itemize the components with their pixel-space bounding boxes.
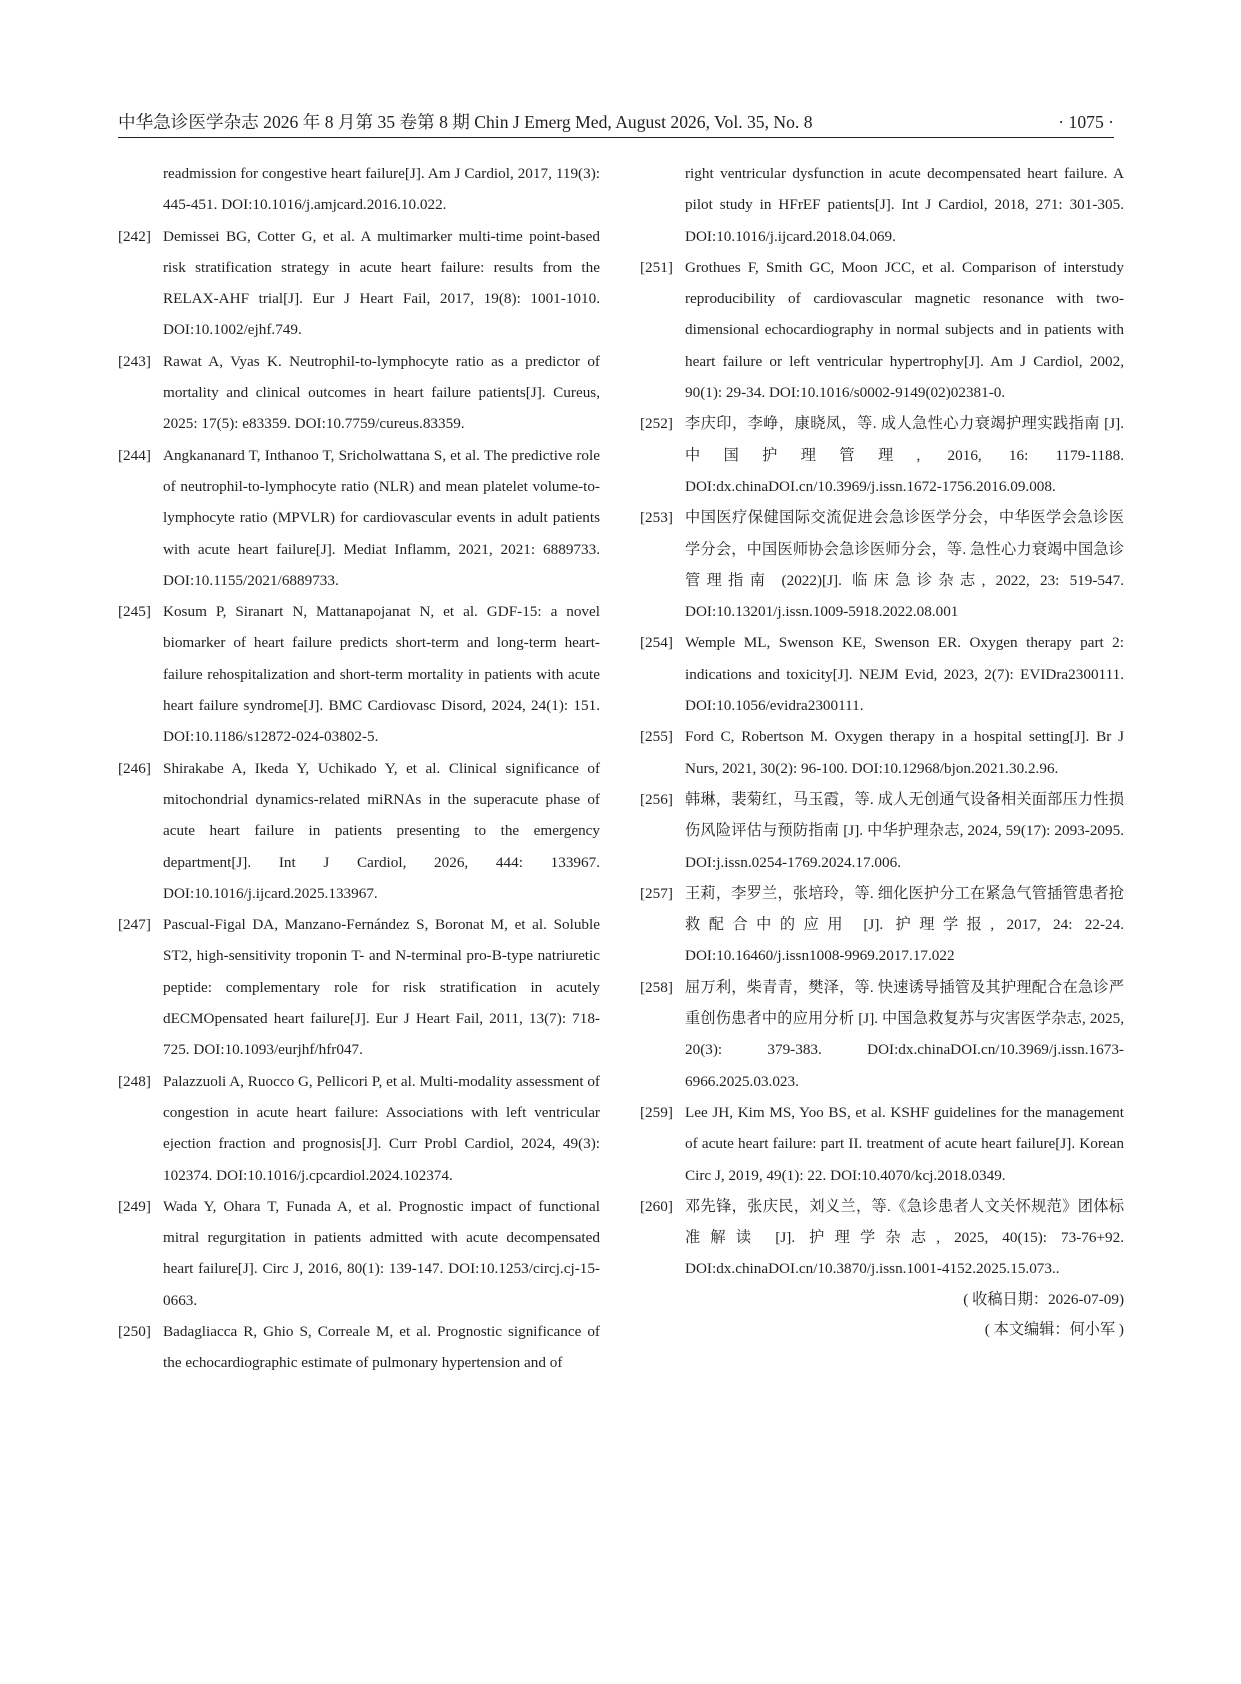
reference-item [118, 596, 600, 752]
reference-number: [250] [118, 1322, 151, 1340]
reference-item [118, 1316, 600, 1379]
reference-number: [247] [118, 916, 151, 934]
reference-item [118, 440, 600, 596]
reference-number: [245] [118, 603, 151, 621]
reference-number: [244] [118, 446, 151, 464]
right-column [640, 158, 1124, 1345]
reference-number: [254] [640, 634, 673, 652]
reference-number: [246] [118, 759, 151, 777]
reference-text: Grothues F, Smith GC, Moon JCC, et al. Comparison of interstudy reproducibility of cardiovascular magnetic resonance with two-dimensional echocardiography in normal subjects and in patients with heart failure or left ventricular hypertrophy[J]. Am J Cardiol, 2002, 90(1): 29-34. DOI:10.1016/s0002-9149(02)02381-0. [685, 258, 1124, 402]
reference-number: [243] [118, 352, 151, 370]
left-column [118, 158, 600, 1379]
received-date: ( 收稿日期：2026-07-09) [963, 1290, 1124, 1308]
reference-text: Rawat A, Vyas K. Neutrophil-to-lymphocyte ratio as a predictor of mortality and clinical outcomes in heart failure patients[J]. Cureus, 2025: 17(5): e83359. DOI:10.7759/cureus.83359. [163, 352, 600, 433]
reference-item [640, 408, 1124, 502]
reference-text: 李庆印，李峥，康晓凤，等. 成人急性心力衰竭护理实践指南 [J]. 中国护理管理, 2016, 16: 1179-1188. DOI:dx.chinaDOI.cn/10.3969/j.issn.1672-1756.2016.09.008. [685, 415, 1124, 495]
reference-text: Wada Y, Ohara T, Funada A, et al. Prognostic impact of functional mitral regurgitation in patients admitted with acute decompensated heart failure[J]. Circ J, 2016, 80(1): 139-147. DOI:10.1253/circj.cj-15-0663. [163, 1197, 600, 1309]
editor-note: ( 本文编辑：何小军 ) [984, 1320, 1124, 1338]
reference-item [640, 784, 1124, 878]
reference-text: readmission for congestive heart failure[J]. Am J Cardiol, 2017, 119(3): 445-451. DOI:10.1016/j.amjcard.2016.10.022. [163, 165, 600, 214]
reference-item [640, 502, 1124, 627]
reference-number: [258] [640, 978, 673, 996]
reference-text: 屈万利，柴青青，樊泽，等. 快速诱导插管及其护理配合在急诊严重创伤患者中的应用分析 [J]. 中国急救复苏与灾害医学杂志, 2025, 20(3): 379-383. DOI:dx.chinaDOI.cn/10.3969/j.issn.1673-6966.2025.03.023. [685, 978, 1124, 1090]
reference-text: 韩琳，裴菊红，马玉霞，等. 成人无创通气设备相关面部压力性损伤风险评估与预防指南 [J]. 中华护理杂志, 2024, 59(17): 2093-2095. DOI:j.issn.0254-1769.2024.17.006. [685, 790, 1124, 871]
reference-text: Angkananard T, Inthanoo T, Sricholwattana S, et al. The predictive role of neutrophil-to-lymphocyte ratio (NLR) and mean platelet volume-to-lymphocyte ratio (MPVLR) for cardiovascular events in adult patients with acute heart failure[J]. Mediat Inflamm, 2021, 2021: 6889733. DOI:10.1155/2021/6889733. [163, 446, 600, 589]
reference-number: [242] [118, 227, 151, 245]
reference-number: [255] [640, 728, 673, 746]
reference-continuation [118, 158, 600, 221]
reference-item [640, 721, 1124, 784]
reference-number: [248] [118, 1072, 151, 1090]
reference-text: right ventricular dysfunction in acute decompensated heart failure. A pilot study in HFrEF patients[J]. Int J Cardiol, 2018, 271: 301-305. DOI:10.1016/j.ijcard.2018.04.069. [685, 165, 1124, 245]
reference-text: Badagliacca R, Ghio S, Correale M, et al. Prognostic significance of the echocardiographic estimate of pulmonary hypertension and of [163, 1322, 600, 1372]
reference-text: 王莉，李罗兰，张培玲，等. 细化医护分工在紧急气管插管患者抢救配合中的应用 [J]. 护理学报, 2017, 24: 22-24. DOI:10.16460/j.issn1008-9969.2017.17.022 [685, 884, 1124, 965]
reference-text: 邓先锋，张庆民，刘义兰，等.《急诊患者人文关怀规范》团体标准解读 [J]. 护理学杂志, 2025, 40(15): 73-76+92. DOI:dx.chinaDOI.cn/10.3870/j.issn.1001-4152.2025.15.073.. [685, 1197, 1124, 1278]
reference-text: Palazzuoli A, Ruocco G, Pellicori P, et al. Multi-modality assessment of congestion in acute heart failure: Associations with left ventricular ejection fraction and prognosis[J]. Curr Probl Cardiol, 2024, 49(3): 102374. DOI:10.1016/j.cpcardiol.2024.102374. [163, 1072, 600, 1184]
reference-text: Demissei BG, Cotter G, et al. A multimarker multi-time point-based risk stratification strategy in acute heart failure: results from the RELAX-AHF trial[J]. Eur J Heart Fail, 2017, 19(8): 1001-1010. DOI:10.1002/ejhf.749. [163, 227, 600, 339]
reference-item [118, 346, 600, 440]
reference-text: Wemple ML, Swenson KE, Swenson ER. Oxygen therapy part 2: indications and toxicity[J]. NEJM Evid, 2023, 2(7): EVIDra2300111. DOI:10.1056/evidra2300111. [685, 634, 1124, 715]
journal-citation-line: 中华急诊医学杂志 2026 年 8 月第 35 卷第 8 期 Chin J Emerg Med, August 2026, Vol. 35, No. 8 [118, 112, 813, 132]
reference-number: [260] [640, 1197, 673, 1215]
reference-item [640, 1191, 1124, 1285]
reference-number: [252] [640, 415, 673, 433]
reference-item [118, 221, 600, 346]
reference-text: 中国医疗保健国际交流促进会急诊医学分会，中华医学会急诊医学分会，中国医师协会急诊医师分会，等. 急性心力衰竭中国急诊管理指南 (2022)[J]. 临床急诊杂志, 2022, 23: 519-547. DOI:10.13201/j.issn.1009-5918.2022.08.001 [685, 509, 1124, 621]
reference-continuation [640, 158, 1124, 252]
reference-item [118, 1066, 600, 1191]
reference-text: Ford C, Robertson M. Oxygen therapy in a hospital setting[J]. Br J Nurs, 2021, 30(2): 96-100. DOI:10.12968/bjon.2021.30.2.96. [685, 728, 1124, 777]
reference-number: [253] [640, 509, 673, 527]
reference-number: [249] [118, 1197, 151, 1215]
reference-item [640, 252, 1124, 408]
reference-text: Kosum P, Siranart N, Mattanapojanat N, et al. GDF-15: a novel biomarker of heart failure predicts short-term and long-term heart-failure rehospitalization and short-term mortality in patients with acute heart failure syndrome[J]. BMC Cardiovasc Disord, 2024, 24(1): 151. DOI:10.1186/s12872-024-03802-5. [163, 603, 600, 746]
reference-item [118, 753, 600, 909]
reference-item [640, 972, 1124, 1097]
reference-number: [256] [640, 790, 673, 808]
page-number: · 1075 · [1058, 112, 1114, 132]
reference-number: [257] [640, 884, 673, 902]
reference-text: Pascual-Figal DA, Manzano-Fernández S, Boronat M, et al. Soluble ST2, high-sensitivity troponin T- and N-terminal pro-B-type natriuretic peptide: complementary role for risk stratification in acutely dECMOpensated heart failure[J]. Eur J Heart Fail, 2011, 13(7): 718-725. DOI:10.1093/eurjhf/hfr047. [163, 916, 600, 1059]
reference-number: [259] [640, 1103, 673, 1121]
reference-item [118, 1191, 600, 1316]
reference-text: Lee JH, Kim MS, Yoo BS, et al. KSHF guidelines for the management of acute heart failure: part II. treatment of acute heart failure[J]. Korean Circ J, 2019, 49(1): 22. DOI:10.4070/kcj.2018.0349. [685, 1103, 1124, 1184]
reference-item [640, 627, 1124, 721]
reference-text: Shirakabe A, Ikeda Y, Uchikado Y, et al. Clinical significance of mitochondrial dynamics-related miRNAs in the superacute phase of acute heart failure in patients presenting to the emergency department[J]. Int J Cardiol, 2026, 444: 133967. DOI:10.1016/j.ijcard.2025.133967. [163, 759, 600, 902]
reference-item [640, 1097, 1124, 1191]
reference-item [118, 909, 600, 1065]
reference-item [640, 878, 1124, 972]
header-rule [118, 137, 1114, 138]
reference-number: [251] [640, 258, 673, 276]
